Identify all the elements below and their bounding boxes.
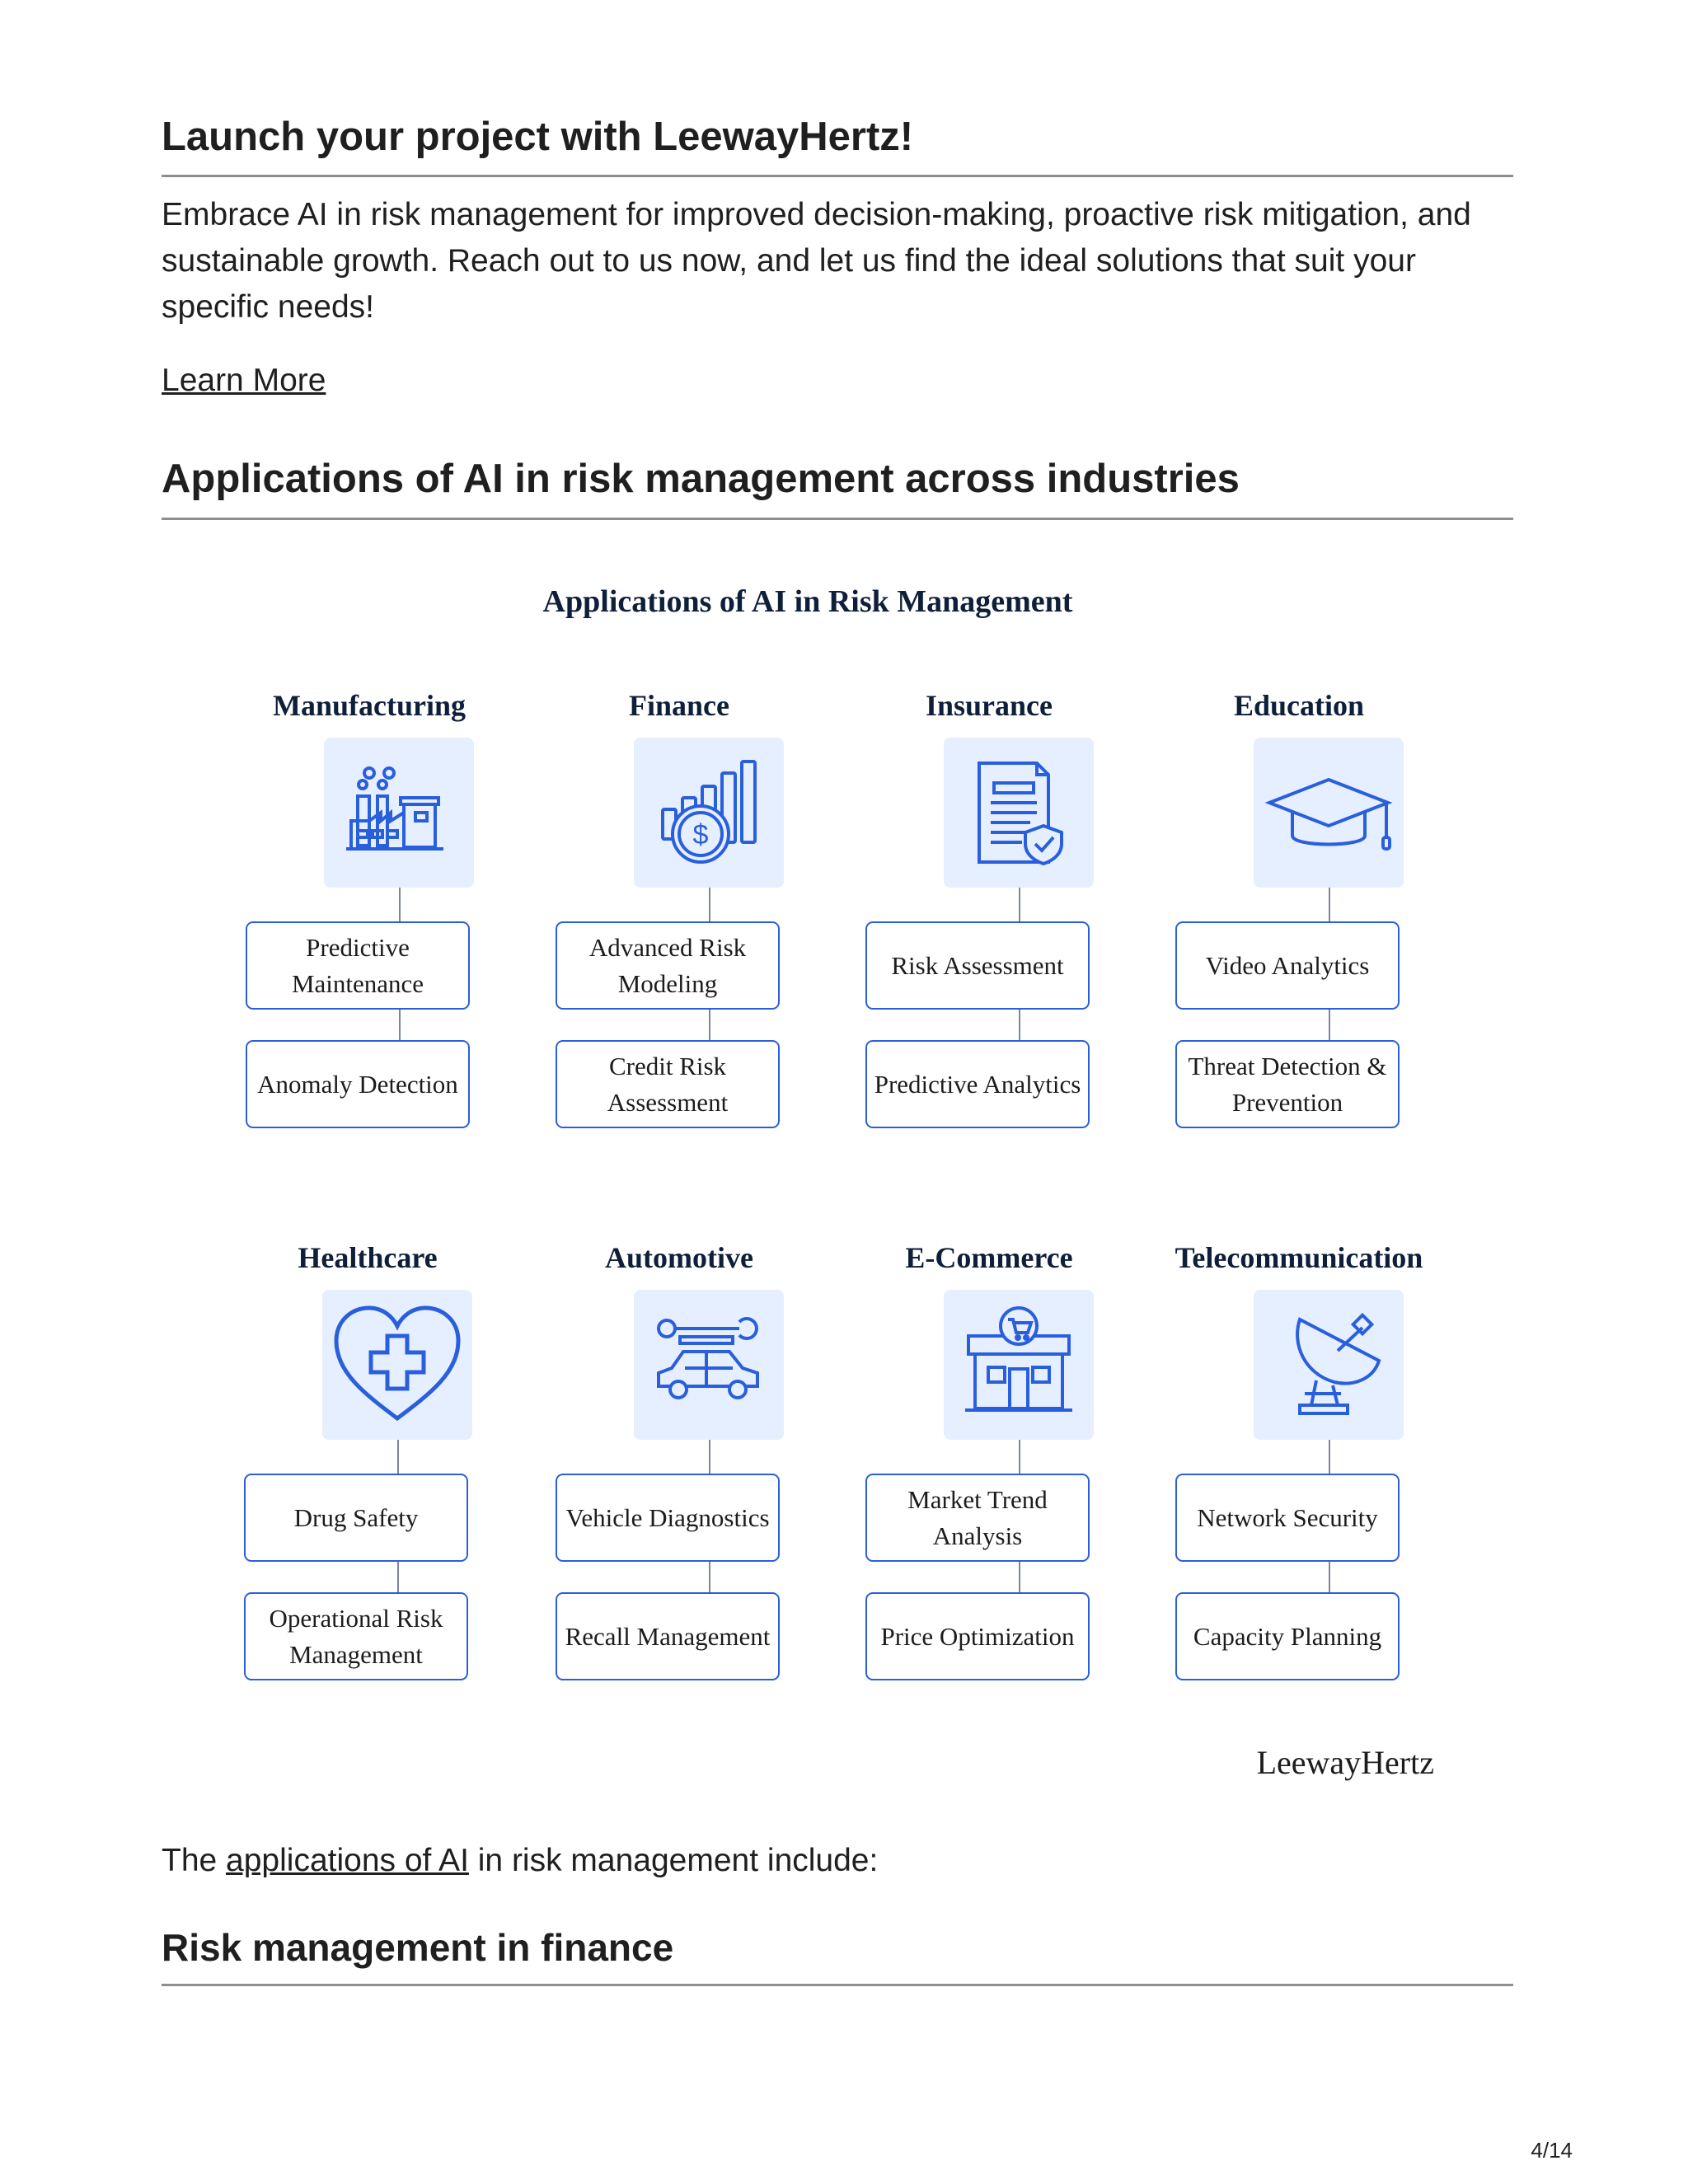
application-box: Recall Management (556, 1592, 780, 1680)
applications-heading: Applications of AI in risk management across industries (162, 457, 1240, 501)
application-box: Risk Assessment (865, 921, 1090, 1010)
factory-icon (324, 738, 474, 888)
application-box: Credit Risk Assessment (556, 1040, 780, 1128)
connector-line (399, 888, 401, 921)
application-box: Predictive Analytics (865, 1040, 1090, 1128)
industry-label: Education (1233, 689, 1365, 722)
heading-divider (162, 518, 1513, 520)
connector-line (709, 1010, 710, 1040)
finance-chart-coin-icon (634, 738, 784, 888)
connector-line (399, 1010, 401, 1040)
application-box: Predictive Maintenance (246, 921, 470, 1010)
storefront-cart-icon (944, 1290, 1094, 1440)
connector-line (1019, 1562, 1020, 1592)
application-box: Price Optimization (865, 1592, 1090, 1680)
heart-cross-icon (322, 1290, 472, 1440)
connector-line (709, 1440, 710, 1474)
connector-line (397, 1562, 399, 1592)
connector-line (1019, 1010, 1020, 1040)
connector-line (1329, 1010, 1330, 1040)
connector-line (709, 1562, 710, 1592)
applications-infographic (0, 544, 1688, 1805)
industry-label: Healthcare (298, 1241, 438, 1274)
application-box: Anomaly Detection (246, 1040, 470, 1128)
industry-label: Automotive (605, 1241, 753, 1274)
launch-heading: Launch your project with LeewayHertz! (162, 115, 914, 159)
industry-label: Manufacturing (273, 689, 466, 722)
graduation-cap-icon (1254, 738, 1404, 888)
application-box: Capacity Planning (1175, 1592, 1400, 1680)
connector-line (1329, 1440, 1330, 1474)
heading-divider (162, 1984, 1513, 1986)
document-shield-icon (944, 738, 1094, 888)
heading-divider (162, 175, 1513, 177)
connector-line (1019, 1440, 1020, 1474)
car-wrench-icon (634, 1290, 784, 1440)
application-box: Operational Risk Management (244, 1592, 468, 1680)
application-box: Drug Safety (244, 1474, 468, 1562)
connector-line (709, 888, 710, 921)
application-box: Network Security (1175, 1474, 1400, 1562)
connector-line (1329, 1562, 1330, 1592)
application-box: Advanced Risk Modeling (556, 921, 780, 1010)
svg-text:$: $ (692, 819, 709, 851)
connector-line (397, 1440, 399, 1474)
brand-watermark: LeewayHertz (1256, 1744, 1434, 1781)
launch-paragraph: Embrace AI in risk management for improved decision-making, proactive risk mitigation, and sustainable growth. Reach out to us now, and let us find the ideal solutions that suit your specific needs! (162, 197, 1471, 325)
industry-label: Telecommunication (1175, 1241, 1423, 1274)
intro-text-before: The (162, 1843, 227, 1878)
applications-of-ai-link[interactable]: applications of AI (226, 1843, 469, 1878)
learn-more-link[interactable]: Learn More (162, 363, 326, 398)
application-box: Threat Detection & Prevention (1175, 1040, 1400, 1128)
intro-text-after: in risk management include: (468, 1843, 879, 1878)
infographic-title: Applications of AI in Risk Management (542, 584, 1073, 619)
intro-paragraph (162, 1838, 1530, 1884)
risk-finance-heading: Risk management in finance (162, 1926, 674, 1969)
satellite-dish-icon (1254, 1290, 1404, 1440)
page-number: 4/14 (1531, 2138, 1573, 2163)
industry-label: Finance (629, 689, 729, 722)
application-box: Market Trend Analysis (865, 1474, 1090, 1562)
connector-line (1329, 888, 1330, 921)
industry-label: E-Commerce (905, 1241, 1073, 1274)
application-box: Video Analytics (1175, 921, 1400, 1010)
connector-line (1019, 888, 1020, 921)
application-box: Vehicle Diagnostics (556, 1474, 780, 1562)
industry-label: Insurance (925, 689, 1053, 722)
